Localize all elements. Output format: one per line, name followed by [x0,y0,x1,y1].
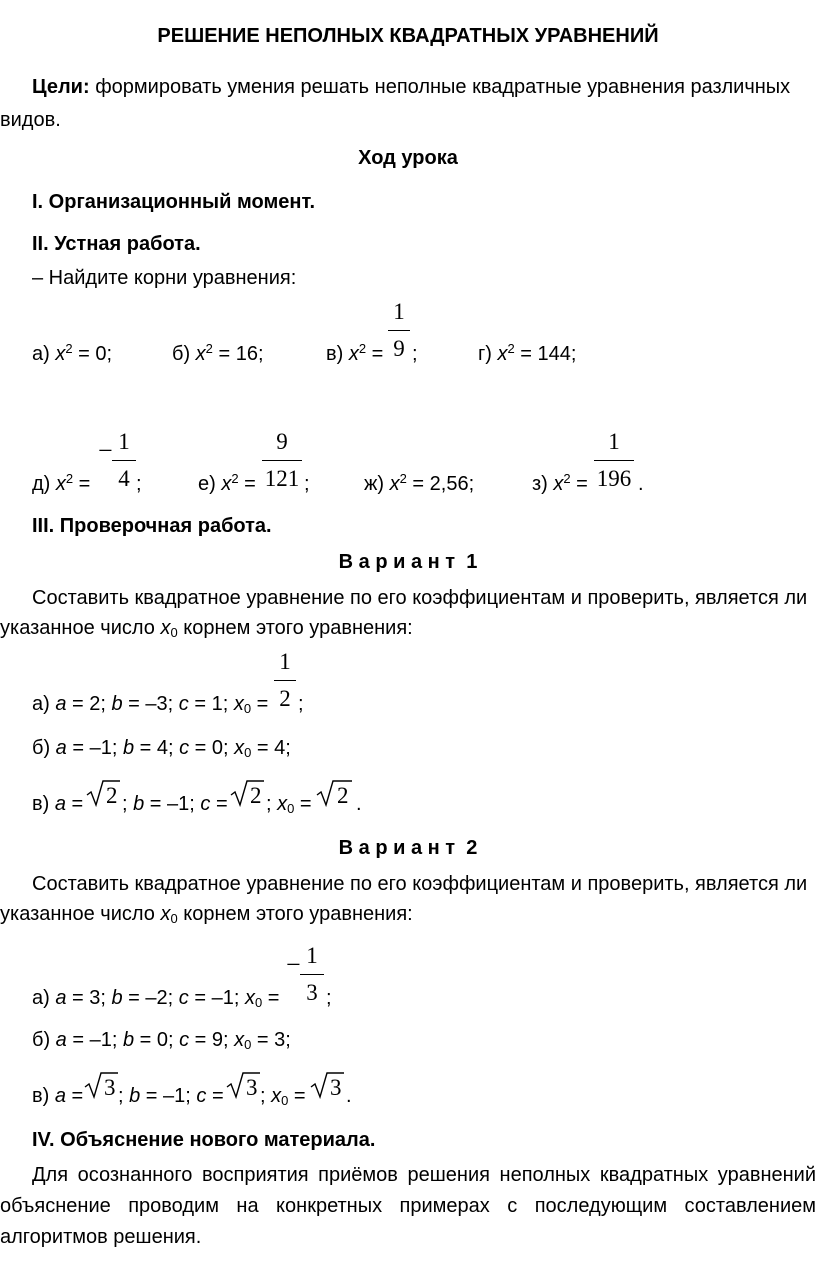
final-paragraph: Для осознанного восприятия приёмов решения неполных квадратных уравнений объяснение проводим на конкретных примерах с последующим составлением алгоритмов решения. [0,1164,816,1248]
v2-item-c-x: ; $x_0$ = [260,1085,306,1108]
variant-2-heading: В а р и а н т 2 [338,837,478,859]
oral-item-b: б) $x^2 = 16$; [172,341,264,365]
oral-item-d-end: ; [136,473,142,495]
variant-1-task-line-1: Составить квадратное уравнение по его коэффициентам и проверить, является ли [32,587,808,609]
sqrt-3-c: 3 [226,1070,260,1100]
oral-item-g: г) $x^2 = 144$; [478,341,577,365]
page-title: РЕШЕНИЕ НЕПОЛНЫХ КВАДРАТНЫХ УРАВНЕНИЙ [157,25,659,47]
variant-2-task-line-2: указанное число $x_0$ корнем этого уравнения: [0,903,413,926]
v1-item-a: а) a = 2; b = –3; c = 1; $x_0$ = [32,693,269,716]
section-3-heading: III. Проверочная работа. [32,515,272,537]
v1-item-c-x: ; $x_0$ = [266,793,312,816]
v2-item-c-label: в) a = [32,1085,84,1107]
goals-paragraph [32,72,816,102]
variant-1-task-line-2: указанное число $x_0$ корнем этого уравнения: [0,617,413,640]
v1-item-c-b: ; b = –1; c = [122,793,228,815]
oral-item-v: в) $x^2$ = [326,341,384,365]
task-intro: – Найдите корни уравнения: [32,267,297,289]
sqrt-2-a: 2 [86,778,120,808]
section-2-heading: II. Устная работа. [32,233,201,255]
v1-item-b: б) a = –1; b = 4; c = 0; $x_0 = 4$; [32,737,291,760]
oral-item-z: з) $x^2$ = [532,471,588,495]
fraction-1-9: 1 9 [388,300,410,364]
oral-item-e: е) $x^2$ = [198,471,256,495]
fraction-1-196: 1 196 [594,430,634,494]
variant-1-heading: В а р и а н т 1 [338,551,478,573]
fraction-1-4: 1 4 [112,430,136,494]
lesson-heading: Ход урока [358,147,458,169]
sqrt-3-x: 3 [310,1070,344,1100]
oral-item-zh: ж) $x^2 = 2,56$; [364,471,475,495]
section-1-heading: I. Организационный момент. [32,191,316,213]
minus-sign-v2: − [286,950,301,979]
goals-text-1: формировать умения решать неполные квадратные уравнения различных [95,76,791,98]
goals-label: Цели: [32,76,90,98]
goals-text-2: видов. [0,109,61,131]
oral-item-a: а) $x^2 = 0$; [32,341,113,365]
v1-item-c-label: в) a = [32,793,84,815]
variant-2-task-line-1: Составить квадратное уравнение по его коэффициентам и проверить, является ли [32,873,808,895]
v2-item-b: б) a = –1; b = 0; c = 9; $x_0 = 3$; [32,1029,291,1052]
fraction-9-121: 9 121 [262,430,302,494]
oral-item-d: д) $x^2$ = [32,471,91,495]
v1-item-c-end: . [356,793,362,815]
fraction-1-3: 1 3 [300,944,324,1008]
v2-item-c-b: ; b = –1; c = [118,1085,224,1107]
v2-item-a: а) a = 3; b = –2; c = –1; $x_0$ = [32,987,280,1010]
sqrt-2-c: 2 [230,778,264,808]
v2-item-c-end: . [346,1085,352,1107]
v1-item-a-end: ; [298,693,304,715]
sqrt-3-a: 3 [84,1070,118,1100]
section-4-heading: IV. Объяснение нового материала. [32,1129,376,1151]
fraction-1-2: 1 2 [274,650,296,714]
oral-item-z-end: . [638,473,644,495]
minus-sign: − [98,436,113,465]
v2-item-a-end: ; [326,987,332,1009]
sqrt-2-x: 2 [316,778,352,808]
oral-item-e-end: ; [304,473,310,495]
oral-item-v-end: ; [412,343,418,365]
